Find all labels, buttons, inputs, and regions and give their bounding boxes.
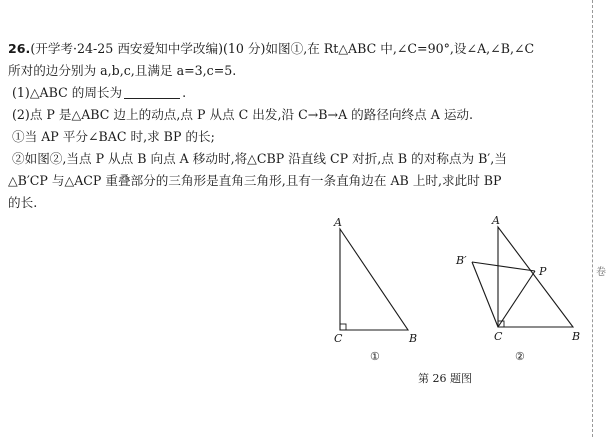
part-2-sub-2-line-1: ②如图②,当点 P 从点 B 向点 A 移动时,将△CBP 沿直线 CP 对折,点 B 的对称点为 B′,当 [12,151,507,166]
segment-b-prime-c [472,262,498,327]
vertex-label-a: A [334,216,342,229]
part-1-prompt: (1)△ABC 的周长为 [12,85,123,100]
question-number: 26. [8,41,31,56]
binding-margin-mark: 卷 [596,267,606,278]
triangle-abc [340,229,408,330]
part-2-sub-2-line-3: 的长. [8,195,38,210]
part-2-intro: (2)点 P 是△ABC 边上的动点,点 P 从点 C 出发,沿 C→B→A 的路径向终点 A 运动. [12,107,474,122]
question-line-2: 所对的边分别为 a,b,c,且满足 a=3,c=5. [8,63,237,78]
vertex-label-b: B [572,330,581,343]
vertex-label-a: A [492,214,500,227]
vertex-label-b-prime: B′ [456,254,467,267]
right-angle-mark [340,324,346,330]
vertex-label-c: C [334,332,343,345]
question-source-and-setup: (开学考·24-25 西安爱知中学改编)(10 分)如图①,在 Rt△ABC 中,∠C=90°,设∠A,∠B,∠C [30,41,535,56]
triangle-abc [498,227,573,327]
vertex-label-b: B [409,332,418,345]
figure-caption: 第 26 题图 [418,372,472,385]
segment-cp [498,271,535,327]
figure-1-number: ① [370,350,380,363]
part-2-sub-1: ①当 AP 平分∠BAC 时,求 BP 的长; [12,129,215,144]
vertex-label-p: P [539,265,547,278]
part-2-sub-2-line-2: △B′CP 与△ACP 重叠部分的三角形是直角三角形,且有一条直角边在 AB 上时,求此时 BP [8,173,502,188]
figure-2-number: ② [515,350,525,363]
figure-1 [333,216,417,363]
vertex-label-c: C [494,330,503,343]
figure-2 [455,214,580,363]
binding-margin-line [592,0,593,437]
part-1-end: . [182,85,187,100]
